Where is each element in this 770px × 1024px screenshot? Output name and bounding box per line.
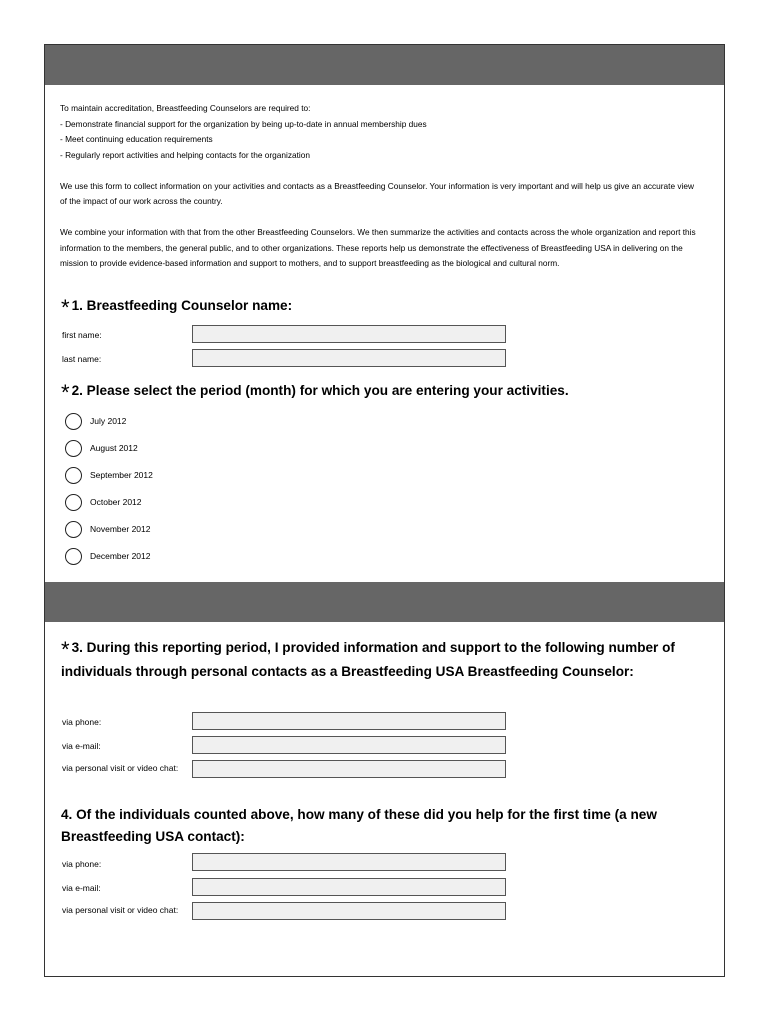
q3-email-input[interactable] [192, 736, 506, 754]
intro-line: - Meet continuing education requirements [60, 134, 213, 144]
q3-phone-input[interactable] [192, 712, 506, 730]
first-name-label: first name: [62, 330, 102, 340]
radio-option-october-2012[interactable]: October 2012 [65, 492, 142, 512]
q4-visit-label: via personal visit or video chat: [62, 905, 179, 915]
q4-phone-label: via phone: [62, 859, 102, 869]
radio-option-august-2012[interactable]: August 2012 [65, 438, 138, 458]
q3-phone-label: via phone: [62, 717, 102, 727]
question-2-title: * 2. Please select the period (month) for which you are entering your activities. [61, 380, 569, 405]
q3-visit-label: via personal visit or video chat: [62, 763, 179, 773]
q4-phone-input[interactable] [192, 853, 506, 871]
first-name-input[interactable] [192, 325, 506, 343]
intro-line: - Demonstrate financial support for the organization by being up-to-date in annual membership dues [60, 118, 427, 129]
radio-button[interactable] [65, 467, 82, 484]
q3-visit-input[interactable] [192, 760, 506, 778]
radio-button[interactable] [65, 413, 82, 430]
survey-page [44, 44, 725, 977]
section-header-bar [45, 582, 724, 622]
required-asterisk: * [61, 295, 70, 320]
required-asterisk: * [61, 380, 70, 405]
radio-option-september-2012[interactable]: September 2012 [65, 465, 153, 485]
intro-line: - Regularly report activities and helping contacts for the organization [60, 149, 310, 160]
radio-option-november-2012[interactable]: November 2012 [65, 519, 150, 539]
intro-text [60, 101, 700, 272]
radio-button[interactable] [65, 521, 82, 538]
q4-email-label: via e-mail: [62, 883, 101, 893]
radio-option-july-2012[interactable]: July 2012 [65, 411, 126, 431]
required-asterisk: * [61, 637, 70, 662]
last-name-label: last name: [62, 354, 102, 364]
intro-paragraph-purpose: We use this form to collect information on your activities and contacts as a Breastfeeding Counselor. Your information is very important and will help us give an accurate view of the impact of our work across the country. [60, 180, 694, 206]
intro-paragraph-usage: We combine your information with that from the other Breastfeeding Counselors. We then summarize the activities and contacts across the whole organization and report this information to the members, the general public, and to other organizations. These reports help us demonstrate the effectiveness of Breastfeeding USA in delivering on the mission to provide evidence-based information and support to mothers, and to support breastfeeding as the biological and cultural norm. [60, 227, 696, 268]
q4-visit-input[interactable] [192, 902, 506, 920]
radio-button[interactable] [65, 548, 82, 565]
intro-line: To maintain accreditation, Breastfeeding Counselors are required to: [60, 103, 311, 113]
q4-email-input[interactable] [192, 878, 506, 896]
question-3-title: * 3. During this reporting period, I provided information and support to the following number of individuals through personal contacts as a Breastfeeding USA Breastfeeding Counselor: [61, 637, 675, 679]
q3-email-label: via e-mail: [62, 741, 101, 751]
radio-button[interactable] [65, 494, 82, 511]
question-1-title: * 1. Breastfeeding Counselor name: [61, 295, 293, 320]
question-4-title: 4. Of the individuals counted above, how many of these did you help for the first time (a new Breastfeeding USA contact): [61, 807, 657, 844]
radio-option-december-2012[interactable]: December 2012 [65, 546, 150, 566]
radio-button[interactable] [65, 440, 82, 457]
last-name-input[interactable] [192, 349, 506, 367]
section-header-bar [45, 45, 724, 85]
